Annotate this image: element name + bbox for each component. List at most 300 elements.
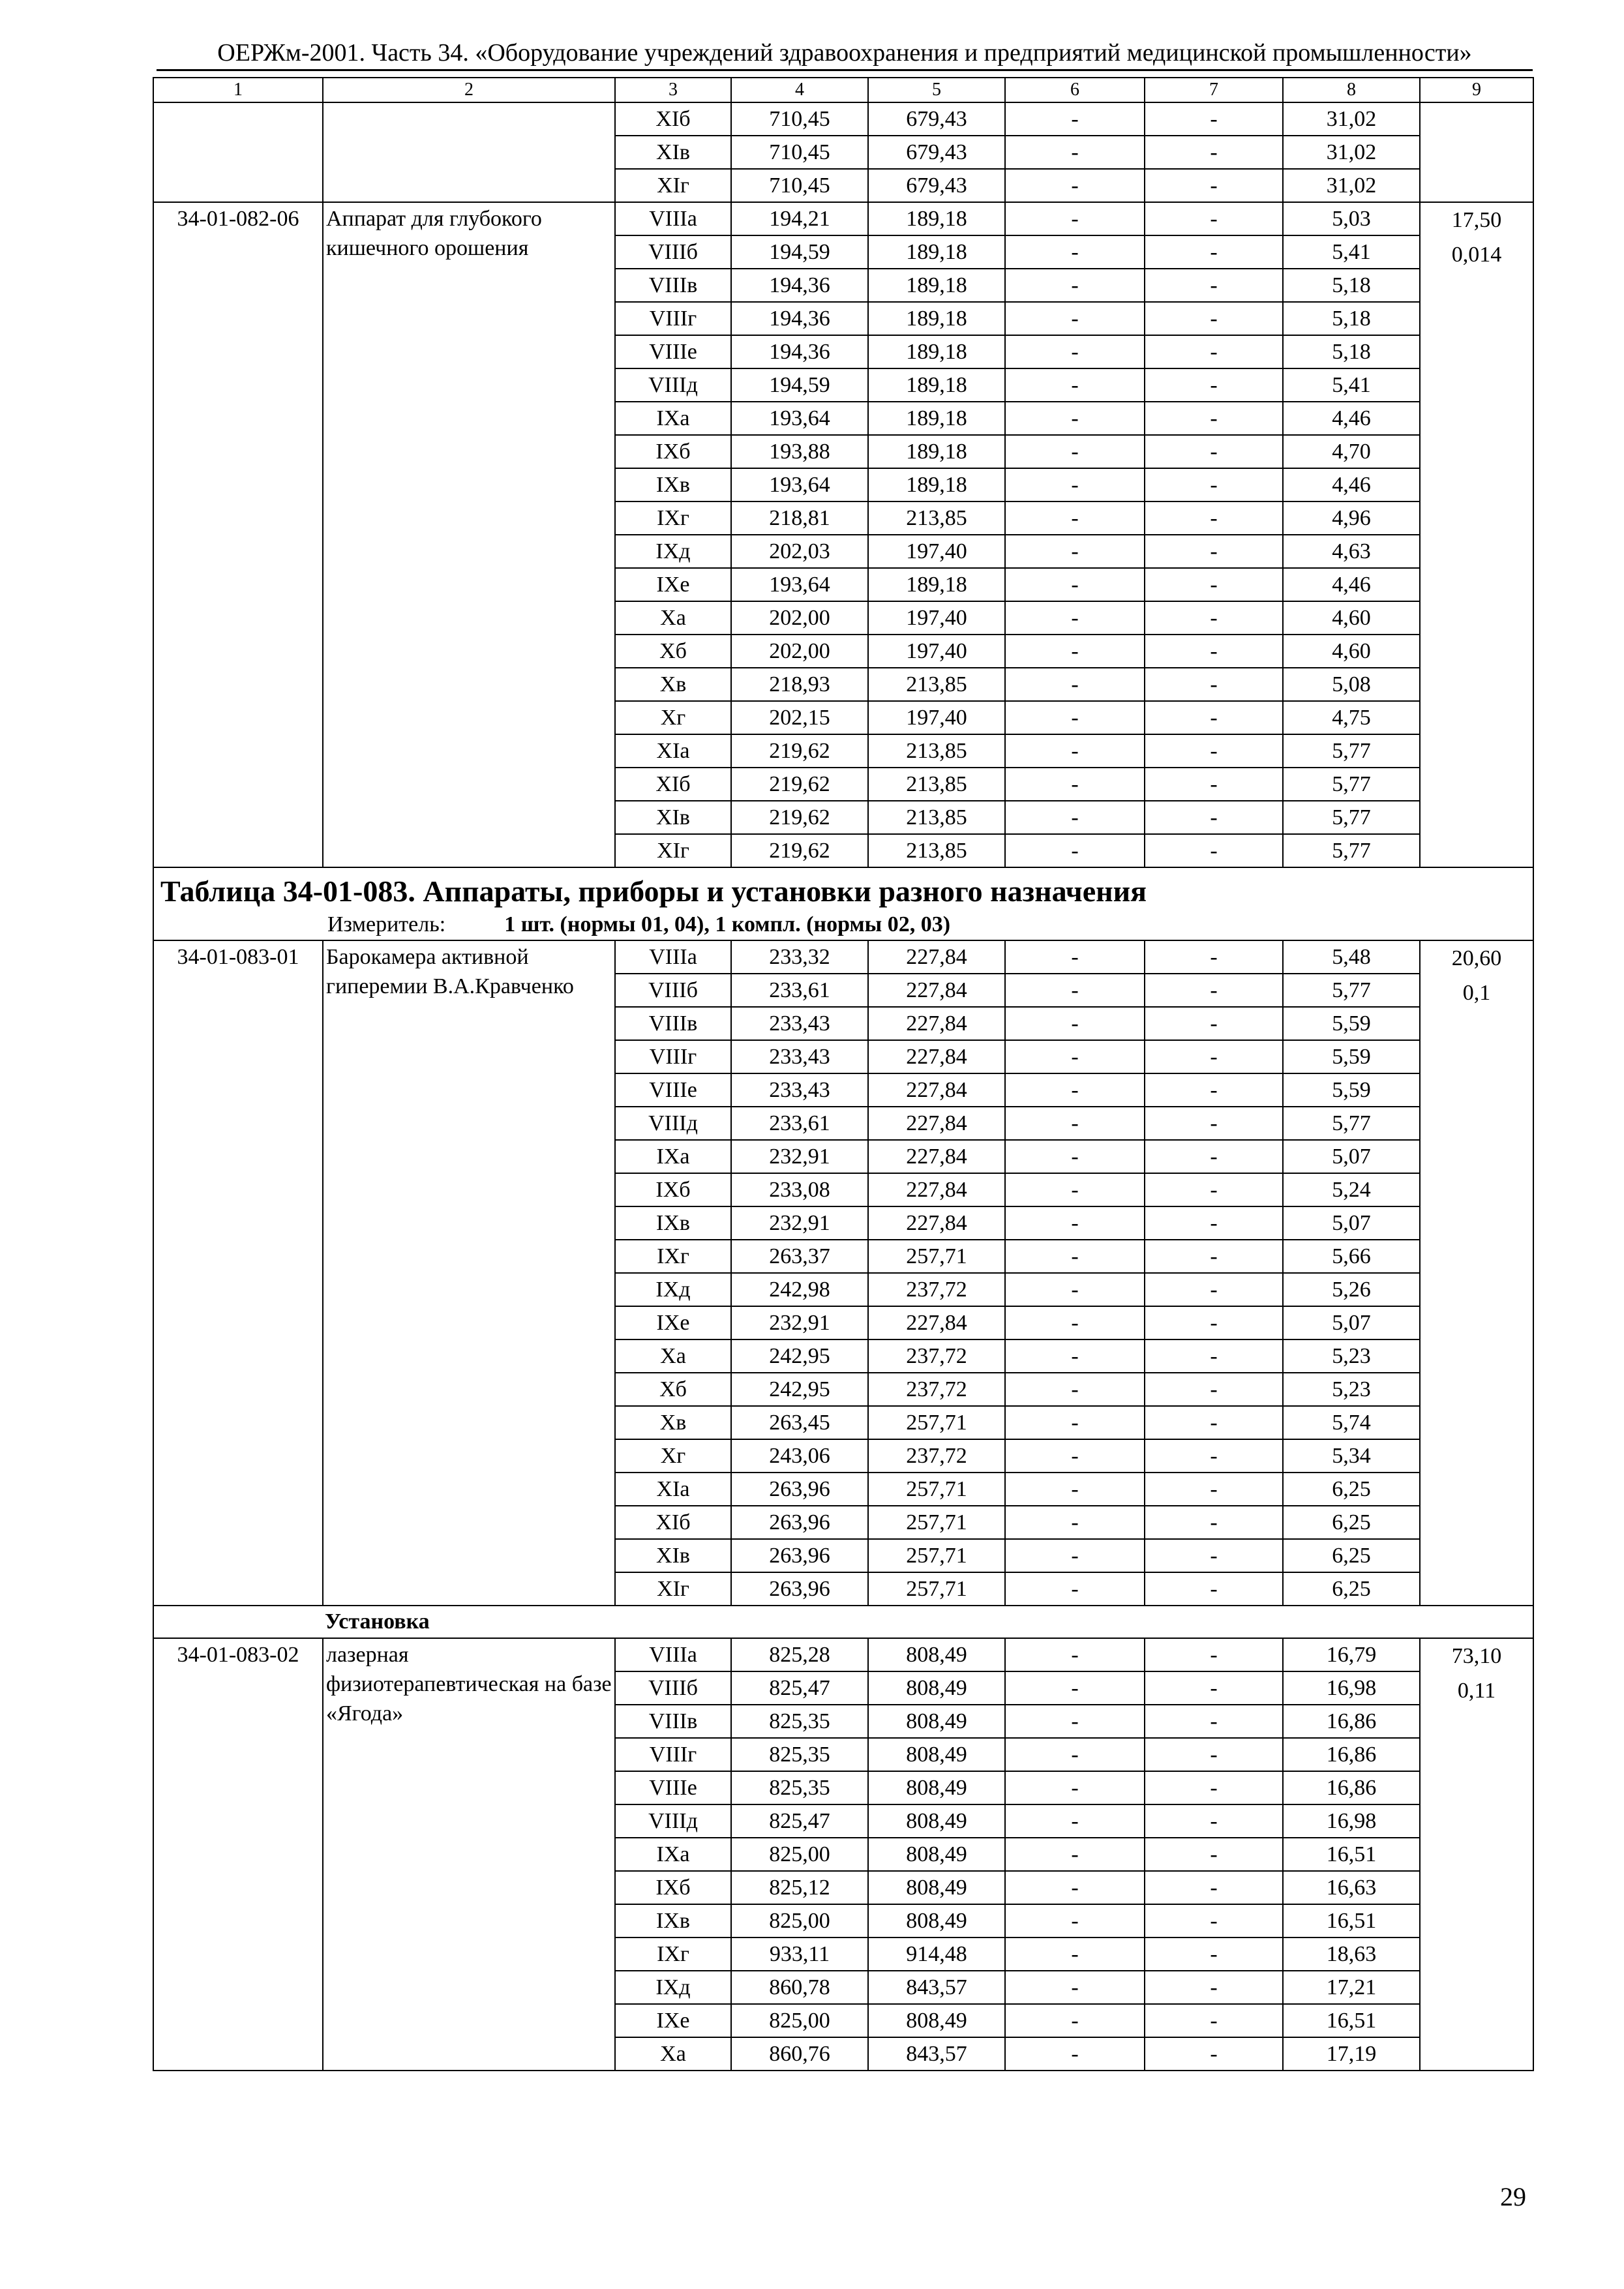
table-cell: 194,21	[731, 202, 868, 235]
table-cell: IXв	[615, 1206, 731, 1240]
table-cell: IXе	[615, 1306, 731, 1339]
table-cell: VIIIб	[615, 1671, 731, 1705]
table-cell: 808,49	[868, 1738, 1005, 1771]
table-cell: 16,63	[1283, 1871, 1420, 1904]
table-cell: -	[1005, 1240, 1145, 1273]
table-cell: 197,40	[868, 535, 1005, 568]
column-number: 1	[153, 78, 323, 102]
table-cell: 808,49	[868, 2004, 1005, 2037]
table-cell: 808,49	[868, 1904, 1005, 1937]
table-cell: -	[1005, 1406, 1145, 1439]
item-col9	[1420, 1638, 1533, 2071]
table-cell: 4,46	[1283, 402, 1420, 435]
table-cell: 189,18	[868, 435, 1005, 468]
table-cell: 5,77	[1283, 801, 1420, 834]
table-cell: -	[1005, 1539, 1145, 1572]
table-cell: 933,11	[731, 1937, 868, 1971]
table-cell: 5,66	[1283, 1240, 1420, 1273]
table-cell: -	[1145, 768, 1283, 801]
measure-label: Измеритель:	[327, 912, 446, 936]
table-cell: 233,43	[731, 1073, 868, 1107]
table-cell: -	[1005, 468, 1145, 501]
table-cell: 218,93	[731, 668, 868, 701]
table-cell: XIб	[615, 768, 731, 801]
table-cell: 4,75	[1283, 701, 1420, 734]
table-cell: -	[1005, 1206, 1145, 1240]
table-title-row	[153, 867, 1533, 940]
table-cell: 227,84	[868, 1173, 1005, 1206]
table-cell: 16,86	[1283, 1771, 1420, 1804]
table-cell: -	[1145, 940, 1283, 974]
table-cell: IXб	[615, 1871, 731, 1904]
table-cell: 5,74	[1283, 1406, 1420, 1439]
subheading-row	[153, 1606, 1533, 1638]
table-cell: 808,49	[868, 1838, 1005, 1871]
table-cell: -	[1145, 1040, 1283, 1073]
table-cell: 189,18	[868, 202, 1005, 235]
table-cell: -	[1005, 1937, 1145, 1971]
table-cell: 242,95	[731, 1373, 868, 1406]
table-cell: -	[1145, 601, 1283, 635]
table-cell: 710,45	[731, 169, 868, 202]
table-cell: 4,60	[1283, 635, 1420, 668]
table-cell: Xв	[615, 1406, 731, 1439]
table-cell: -	[1145, 1306, 1283, 1339]
table-cell: 197,40	[868, 635, 1005, 668]
table-cell: IXв	[615, 1904, 731, 1937]
subheading: Установка	[153, 1606, 1533, 1638]
table-cell: 825,00	[731, 1904, 868, 1937]
table-cell: 227,84	[868, 940, 1005, 974]
table-cell: 5,07	[1283, 1206, 1420, 1240]
table-cell: -	[1005, 1638, 1145, 1671]
table-cell: 193,64	[731, 468, 868, 501]
table-cell: 5,59	[1283, 1073, 1420, 1107]
header-rule	[157, 69, 1533, 71]
measure-value: 1 шт. (нормы 01, 04), 1 компл. (нормы 02, 03)	[504, 912, 951, 936]
table-cell: IXа	[615, 1838, 731, 1871]
column-number: 9	[1420, 78, 1533, 102]
table-cell: XIб	[615, 1506, 731, 1539]
table-cell: 6,25	[1283, 1572, 1420, 1606]
table-cell: -	[1145, 302, 1283, 335]
table-row	[153, 102, 1533, 136]
table-cell: 825,12	[731, 1871, 868, 1904]
table-cell: 189,18	[868, 568, 1005, 601]
table-cell: -	[1005, 1173, 1145, 1206]
table-title-cell	[153, 867, 1533, 940]
table-cell: IXг	[615, 1240, 731, 1273]
table-cell: 31,02	[1283, 102, 1420, 136]
table-cell: 193,64	[731, 402, 868, 435]
table-cell: -	[1005, 1473, 1145, 1506]
table-cell: XIг	[615, 169, 731, 202]
table-cell: 189,18	[868, 402, 1005, 435]
table-cell: -	[1145, 1473, 1283, 1506]
table-cell: 227,84	[868, 1040, 1005, 1073]
item-name: Аппарат для глубокого кишечного орошения	[323, 202, 615, 867]
column-number: 5	[868, 78, 1005, 102]
item-col9	[1420, 102, 1533, 202]
table-cell: 242,95	[731, 1339, 868, 1373]
table-cell: -	[1005, 568, 1145, 601]
table-cell: -	[1145, 269, 1283, 302]
table-cell: -	[1005, 1439, 1145, 1473]
table-cell: -	[1005, 136, 1145, 169]
col9-value: 20,60	[1451, 946, 1502, 970]
table-cell: -	[1005, 368, 1145, 402]
table-cell: 5,18	[1283, 335, 1420, 368]
column-number: 8	[1283, 78, 1420, 102]
table-title: Таблица 34-01-083. Аппараты, приборы и установки разного назначения	[160, 875, 1147, 908]
table-cell: 5,59	[1283, 1040, 1420, 1073]
table-cell: 257,71	[868, 1539, 1005, 1572]
item-name	[323, 102, 615, 202]
table-cell: 219,62	[731, 768, 868, 801]
table-cell: Xб	[615, 635, 731, 668]
table-cell: 232,91	[731, 1140, 868, 1173]
table-cell: -	[1145, 1838, 1283, 1871]
table-cell: VIIIа	[615, 1638, 731, 1671]
table-cell: 189,18	[868, 302, 1005, 335]
table-cell: 860,78	[731, 1971, 868, 2004]
table-cell: -	[1145, 635, 1283, 668]
table-cell: 202,15	[731, 701, 868, 734]
table-cell: -	[1145, 368, 1283, 402]
table-cell: 16,98	[1283, 1671, 1420, 1705]
table-cell: -	[1145, 974, 1283, 1007]
table-cell: -	[1005, 1971, 1145, 2004]
table-cell: 213,85	[868, 768, 1005, 801]
table-cell: 5,18	[1283, 269, 1420, 302]
table-cell: 5,77	[1283, 734, 1420, 768]
item-code: 34-01-083-02	[153, 1638, 323, 2071]
table-cell: 808,49	[868, 1671, 1005, 1705]
table-cell: IXв	[615, 468, 731, 501]
table-cell: 31,02	[1283, 169, 1420, 202]
table-cell: -	[1145, 402, 1283, 435]
table-cell: 193,64	[731, 568, 868, 601]
table-cell: 189,18	[868, 468, 1005, 501]
table-cell: 18,63	[1283, 1937, 1420, 1971]
table-cell: 6,25	[1283, 1506, 1420, 1539]
table-cell: 825,35	[731, 1771, 868, 1804]
table-cell: -	[1005, 1040, 1145, 1073]
table-cell: 5,26	[1283, 1273, 1420, 1306]
table-cell: 5,77	[1283, 768, 1420, 801]
table-cell: -	[1145, 801, 1283, 834]
table-cell: 31,02	[1283, 136, 1420, 169]
table-cell: 808,49	[868, 1638, 1005, 1671]
table-cell: -	[1145, 668, 1283, 701]
table-cell: Xб	[615, 1373, 731, 1406]
table-cell: -	[1145, 1572, 1283, 1606]
table-cell: -	[1005, 2004, 1145, 2037]
table-cell: VIIIд	[615, 368, 731, 402]
table-cell: IXа	[615, 1140, 731, 1173]
table-cell: Xв	[615, 668, 731, 701]
table-cell: -	[1005, 601, 1145, 635]
table-cell: 213,85	[868, 501, 1005, 535]
table-cell: 233,43	[731, 1040, 868, 1073]
table-cell: -	[1005, 535, 1145, 568]
table-cell: -	[1005, 202, 1145, 235]
table-cell: -	[1145, 1771, 1283, 1804]
table-cell: 237,72	[868, 1273, 1005, 1306]
table-cell: -	[1145, 1439, 1283, 1473]
table-cell: -	[1005, 402, 1145, 435]
table-cell: 189,18	[868, 269, 1005, 302]
column-number: 6	[1005, 78, 1145, 102]
table-cell: 257,71	[868, 1506, 1005, 1539]
table-cell: 5,48	[1283, 940, 1420, 974]
table-cell: -	[1145, 1904, 1283, 1937]
table-cell: 16,51	[1283, 1838, 1420, 1871]
table-cell: IXг	[615, 501, 731, 535]
table-cell: VIIIг	[615, 1040, 731, 1073]
table-cell: 825,47	[731, 1671, 868, 1705]
table-cell: 16,79	[1283, 1638, 1420, 1671]
table-cell: XIв	[615, 1539, 731, 1572]
table-cell: 860,76	[731, 2037, 868, 2071]
table-cell: -	[1145, 435, 1283, 468]
table-cell: -	[1145, 2037, 1283, 2071]
table-cell: 263,45	[731, 1406, 868, 1439]
table-cell: 219,62	[731, 834, 868, 867]
table-cell: Xа	[615, 2037, 731, 2071]
table-cell: 5,77	[1283, 834, 1420, 867]
table-cell: VIIIв	[615, 1705, 731, 1738]
table-cell: 825,00	[731, 1838, 868, 1871]
table-cell: VIIIв	[615, 269, 731, 302]
table-cell: IXе	[615, 2004, 731, 2037]
table-cell: 233,32	[731, 940, 868, 974]
table-cell: -	[1005, 1007, 1145, 1040]
table-cell: 263,37	[731, 1240, 868, 1273]
table-cell: -	[1005, 1373, 1145, 1406]
table-cell: IXб	[615, 1173, 731, 1206]
table-cell: -	[1145, 501, 1283, 535]
table-cell: VIIIе	[615, 335, 731, 368]
table-cell: 202,00	[731, 635, 868, 668]
table-cell: -	[1005, 302, 1145, 335]
table-cell: -	[1145, 1937, 1283, 1971]
table-cell: 710,45	[731, 136, 868, 169]
table-cell: VIIIб	[615, 974, 731, 1007]
table-cell: Xа	[615, 601, 731, 635]
table-cell: -	[1005, 1738, 1145, 1771]
table-cell: 16,86	[1283, 1705, 1420, 1738]
table-cell: 843,57	[868, 1971, 1005, 2004]
table-cell: 197,40	[868, 701, 1005, 734]
table-cell: IXа	[615, 402, 731, 435]
table-cell: -	[1005, 1506, 1145, 1539]
table-cell: -	[1005, 734, 1145, 768]
table-cell: 243,06	[731, 1439, 868, 1473]
table-cell: 5,41	[1283, 368, 1420, 402]
table-cell: 16,86	[1283, 1738, 1420, 1771]
table-cell: -	[1005, 1838, 1145, 1871]
table-cell: 4,46	[1283, 468, 1420, 501]
table-cell: 237,72	[868, 1373, 1005, 1406]
table-cell: 5,08	[1283, 668, 1420, 701]
table-cell: 263,96	[731, 1506, 868, 1539]
table-cell: -	[1005, 1107, 1145, 1140]
table-cell: 6,25	[1283, 1539, 1420, 1572]
table-cell: 16,51	[1283, 1904, 1420, 1937]
table-cell: Xг	[615, 701, 731, 734]
table-cell: 227,84	[868, 1206, 1005, 1240]
table-cell: -	[1145, 1140, 1283, 1173]
table-cell: IXг	[615, 1937, 731, 1971]
table-cell: 5,23	[1283, 1373, 1420, 1406]
table-cell: 227,84	[868, 1107, 1005, 1140]
table-cell: -	[1145, 335, 1283, 368]
item-code: 34-01-082-06	[153, 202, 323, 867]
table-cell: 825,35	[731, 1738, 868, 1771]
table-cell: XIв	[615, 136, 731, 169]
table-cell: 5,07	[1283, 1140, 1420, 1173]
table-cell: -	[1145, 1339, 1283, 1373]
table-cell: 189,18	[868, 235, 1005, 269]
table-cell: 5,24	[1283, 1173, 1420, 1206]
table-cell: -	[1145, 1871, 1283, 1904]
table-cell: XIа	[615, 1473, 731, 1506]
table-cell: VIIIв	[615, 1007, 731, 1040]
table-cell: 197,40	[868, 601, 1005, 635]
table-cell: XIб	[615, 102, 731, 136]
table-cell: 17,21	[1283, 1971, 1420, 2004]
table-cell: 5,77	[1283, 974, 1420, 1007]
table-cell: IXд	[615, 535, 731, 568]
table-cell: 263,96	[731, 1572, 868, 1606]
table-cell: -	[1145, 1073, 1283, 1107]
table-cell: 242,98	[731, 1273, 868, 1306]
table-cell: -	[1145, 468, 1283, 501]
col9-value: 0,11	[1457, 1679, 1496, 1703]
table-cell: 202,03	[731, 535, 868, 568]
table-cell: 16,51	[1283, 2004, 1420, 2037]
table-cell: 679,43	[868, 102, 1005, 136]
table-cell: -	[1145, 1506, 1283, 1539]
table-cell: 213,85	[868, 801, 1005, 834]
table-cell: 257,71	[868, 1572, 1005, 1606]
table-cell: 227,84	[868, 1140, 1005, 1173]
table-cell: -	[1005, 1572, 1145, 1606]
table-cell: 189,18	[868, 368, 1005, 402]
table-cell: 5,77	[1283, 1107, 1420, 1140]
table-cell: -	[1145, 202, 1283, 235]
table-cell: VIIIа	[615, 202, 731, 235]
table-cell: -	[1145, 1373, 1283, 1406]
table-cell: -	[1145, 1173, 1283, 1206]
table-cell: 257,71	[868, 1406, 1005, 1439]
page-number: 29	[1500, 2182, 1526, 2211]
table-cell: 213,85	[868, 734, 1005, 768]
table-cell: -	[1145, 734, 1283, 768]
table-cell: -	[1005, 1804, 1145, 1838]
table-cell: 194,59	[731, 368, 868, 402]
item-name: Барокамера активной гиперемии В.А.Кравченко	[323, 940, 615, 1606]
table-cell: 6,25	[1283, 1473, 1420, 1506]
table-cell: -	[1145, 1671, 1283, 1705]
table-cell: 5,59	[1283, 1007, 1420, 1040]
item-name: лазерная физиотерапевтическая на базе «Ягода»	[323, 1638, 615, 2071]
item-code: 34-01-083-01	[153, 940, 323, 1606]
table-cell: 194,36	[731, 335, 868, 368]
column-number: 7	[1145, 78, 1283, 102]
table-cell: -	[1005, 1140, 1145, 1173]
table-cell: -	[1005, 1671, 1145, 1705]
table-cell: -	[1005, 335, 1145, 368]
table-cell: 233,61	[731, 1107, 868, 1140]
table-cell: -	[1145, 1971, 1283, 2004]
table-cell: -	[1145, 1705, 1283, 1738]
col9-value: 17,50	[1451, 208, 1502, 232]
table-cell: 825,35	[731, 1705, 868, 1738]
table-cell: 808,49	[868, 1705, 1005, 1738]
table-cell: -	[1005, 701, 1145, 734]
table-cell: IXе	[615, 568, 731, 601]
table-cell: 233,08	[731, 1173, 868, 1206]
table-cell: -	[1145, 1273, 1283, 1306]
table-cell: 679,43	[868, 136, 1005, 169]
table-cell: 213,85	[868, 834, 1005, 867]
table-cell: -	[1145, 1107, 1283, 1140]
table-cell: -	[1145, 1804, 1283, 1838]
table-cell: 227,84	[868, 1007, 1005, 1040]
col9-value: 0,1	[1462, 981, 1491, 1005]
item-col9	[1420, 202, 1533, 867]
table-cell: 219,62	[731, 801, 868, 834]
table-cell: 808,49	[868, 1871, 1005, 1904]
table-cell: -	[1145, 1240, 1283, 1273]
table-cell: -	[1145, 169, 1283, 202]
table-cell: -	[1145, 1206, 1283, 1240]
table-cell: 227,84	[868, 1306, 1005, 1339]
table-cell: 233,61	[731, 974, 868, 1007]
table-cell: 5,07	[1283, 1306, 1420, 1339]
table-cell: 16,98	[1283, 1804, 1420, 1838]
table-cell: 679,43	[868, 169, 1005, 202]
table-cell: 843,57	[868, 2037, 1005, 2071]
table-cell: 233,43	[731, 1007, 868, 1040]
table-row	[153, 1638, 1533, 1671]
table-cell: VIIIд	[615, 1107, 731, 1140]
table-cell: 232,91	[731, 1306, 868, 1339]
item-col9	[1420, 940, 1533, 1606]
table-cell: 237,72	[868, 1439, 1005, 1473]
table-cell: 4,60	[1283, 601, 1420, 635]
table-cell: 263,96	[731, 1539, 868, 1572]
table-cell: 710,45	[731, 102, 868, 136]
table-cell: VIIIг	[615, 302, 731, 335]
table-cell: -	[1145, 1007, 1283, 1040]
table-cell: 193,88	[731, 435, 868, 468]
table-cell: -	[1005, 1306, 1145, 1339]
table-cell: XIа	[615, 734, 731, 768]
table-cell: XIг	[615, 1572, 731, 1606]
table-cell: -	[1145, 1738, 1283, 1771]
table-cell: 218,81	[731, 501, 868, 535]
table-cell: -	[1005, 235, 1145, 269]
table-cell: -	[1005, 834, 1145, 867]
table-cell: 5,41	[1283, 235, 1420, 269]
table-cell: 232,91	[731, 1206, 868, 1240]
table-cell: 4,70	[1283, 435, 1420, 468]
table-cell: Xг	[615, 1439, 731, 1473]
table-cell: VIIIд	[615, 1804, 731, 1838]
